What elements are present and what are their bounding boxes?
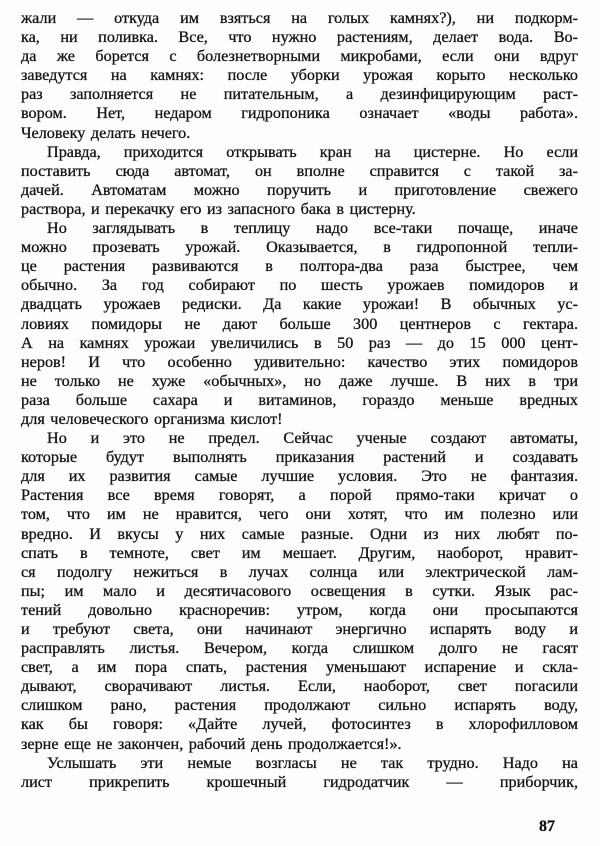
text-line: Но заглядывать в теплицу надо все-таки почаще, иначе (47, 219, 578, 238)
text-line: ловиях помидоры не дают больше 300 центнеров с гектара. (21, 314, 578, 333)
text-line: Человеку делать нечего. (21, 123, 191, 142)
text-line: расправлять листья. Вечером, когда слишком долго не гасят (21, 639, 578, 658)
text-line: свет, а им пора спать, растения уменьшают испарение и скла- (21, 658, 578, 677)
text-line: для человеческого организма кислот! (21, 409, 283, 428)
text-line: раствора, и перекачку его из запасного бака в цистерну. (21, 199, 416, 218)
text-line: которые будут выполнять приказания растений и создавать (21, 448, 578, 467)
text-line: поставить сюда автомат, он вполне справится с такой за- (21, 161, 578, 180)
text-line: тений довольно красноречив: утром, когда они просыпаются (21, 600, 578, 619)
text-line: можно прозевать урожай. Оказывается, в гидропонной тепли- (21, 238, 578, 257)
paragraph (21, 429, 578, 754)
text-line: не только не хуже «обычных», но даже лучше. В них в три (21, 371, 578, 390)
text-line: том, что им не нравится, чего они хотят, что им полезно или (21, 505, 578, 524)
text-line: спать в темноте, свет им мешает. Другим, наоборот, нравит- (21, 543, 578, 562)
text-line: лист прикрепить крошечный гидродатчик — приборчик, (21, 772, 578, 791)
paragraph (21, 9, 578, 143)
paragraph (21, 219, 578, 429)
text-line: дачей. Автоматам можно поручить и приготовление свежего (21, 180, 578, 199)
text-line: А на камнях урожаи увеличились в 50 раз — до 15 000 цент- (21, 333, 578, 352)
text-line: Растения все время говорят, а порой прямо-таки кричат о (21, 486, 578, 505)
text-line: жали — откуда им взяться на голых камнях?), ни подкорм- (21, 9, 578, 27)
text-line: заведутся на камнях: после уборки урожая корыто несколько (21, 66, 578, 85)
text-line: Но и это не предел. Сейчас ученые создают автоматы, (47, 429, 578, 448)
text-line: двадцать урожаев редиски. Да какие урожаи! В обычных ус- (21, 295, 578, 314)
page-number: 87 (539, 818, 555, 835)
text-line: пы; им мало и десятичасового освещения в сутки. Язык рас- (21, 581, 578, 600)
text-line: вором. Нет, недаром гидропоника означает «воды работа». (21, 104, 578, 123)
text-line: Услышать эти немые возгласы не так трудно. Надо на (47, 753, 578, 772)
text-line: ся подолгу нежиться в лучах солнца или электрической лам- (21, 562, 578, 581)
text-line: Правда, приходится открывать кран на цистерне. Но если (47, 142, 578, 161)
text-line: неров! И что особенно удивительно: качество этих помидоров (21, 352, 578, 371)
paragraph (21, 754, 578, 792)
text-block (21, 9, 578, 792)
text-line: и требуют света, они начинают энергично испарять воду и (21, 620, 578, 638)
paragraph (21, 143, 578, 219)
text-line: це растения развиваются в полтора-два раза быстрее, чем (21, 257, 578, 276)
text-line: дывают, сворачивают листья. Если, наоборот, свет погасили (21, 677, 578, 696)
text-line: обычно. За год собирают по шесть урожаев помидоров и (21, 276, 578, 295)
text-line: раз заполняется не питательным, а дезинфицирующим раст- (21, 85, 578, 104)
text-line: ка, ни поливка. Все, что нужно растениям, делает вода. Во- (21, 28, 578, 47)
text-line: раза больше сахара и витаминов, гораздо меньше вредных (21, 390, 578, 409)
text-line: для их развития самые лучшие условия. Это не фантазия. (21, 467, 578, 486)
text-line: зерне еще не закончен, рабочий день продолжается!». (21, 734, 402, 753)
text-line: слишком рано, растения продолжают сильно испарять воду, (21, 696, 578, 715)
text-line: как бы говоря: «Дайте лучей, фотосинтез в хлорофилловом (21, 715, 578, 734)
text-line: вредно. И вкусы у них самые разные. Одни из них любят по- (21, 524, 578, 543)
text-line: да же борется с болезнетворными микробами, если они вдруг (21, 47, 578, 66)
